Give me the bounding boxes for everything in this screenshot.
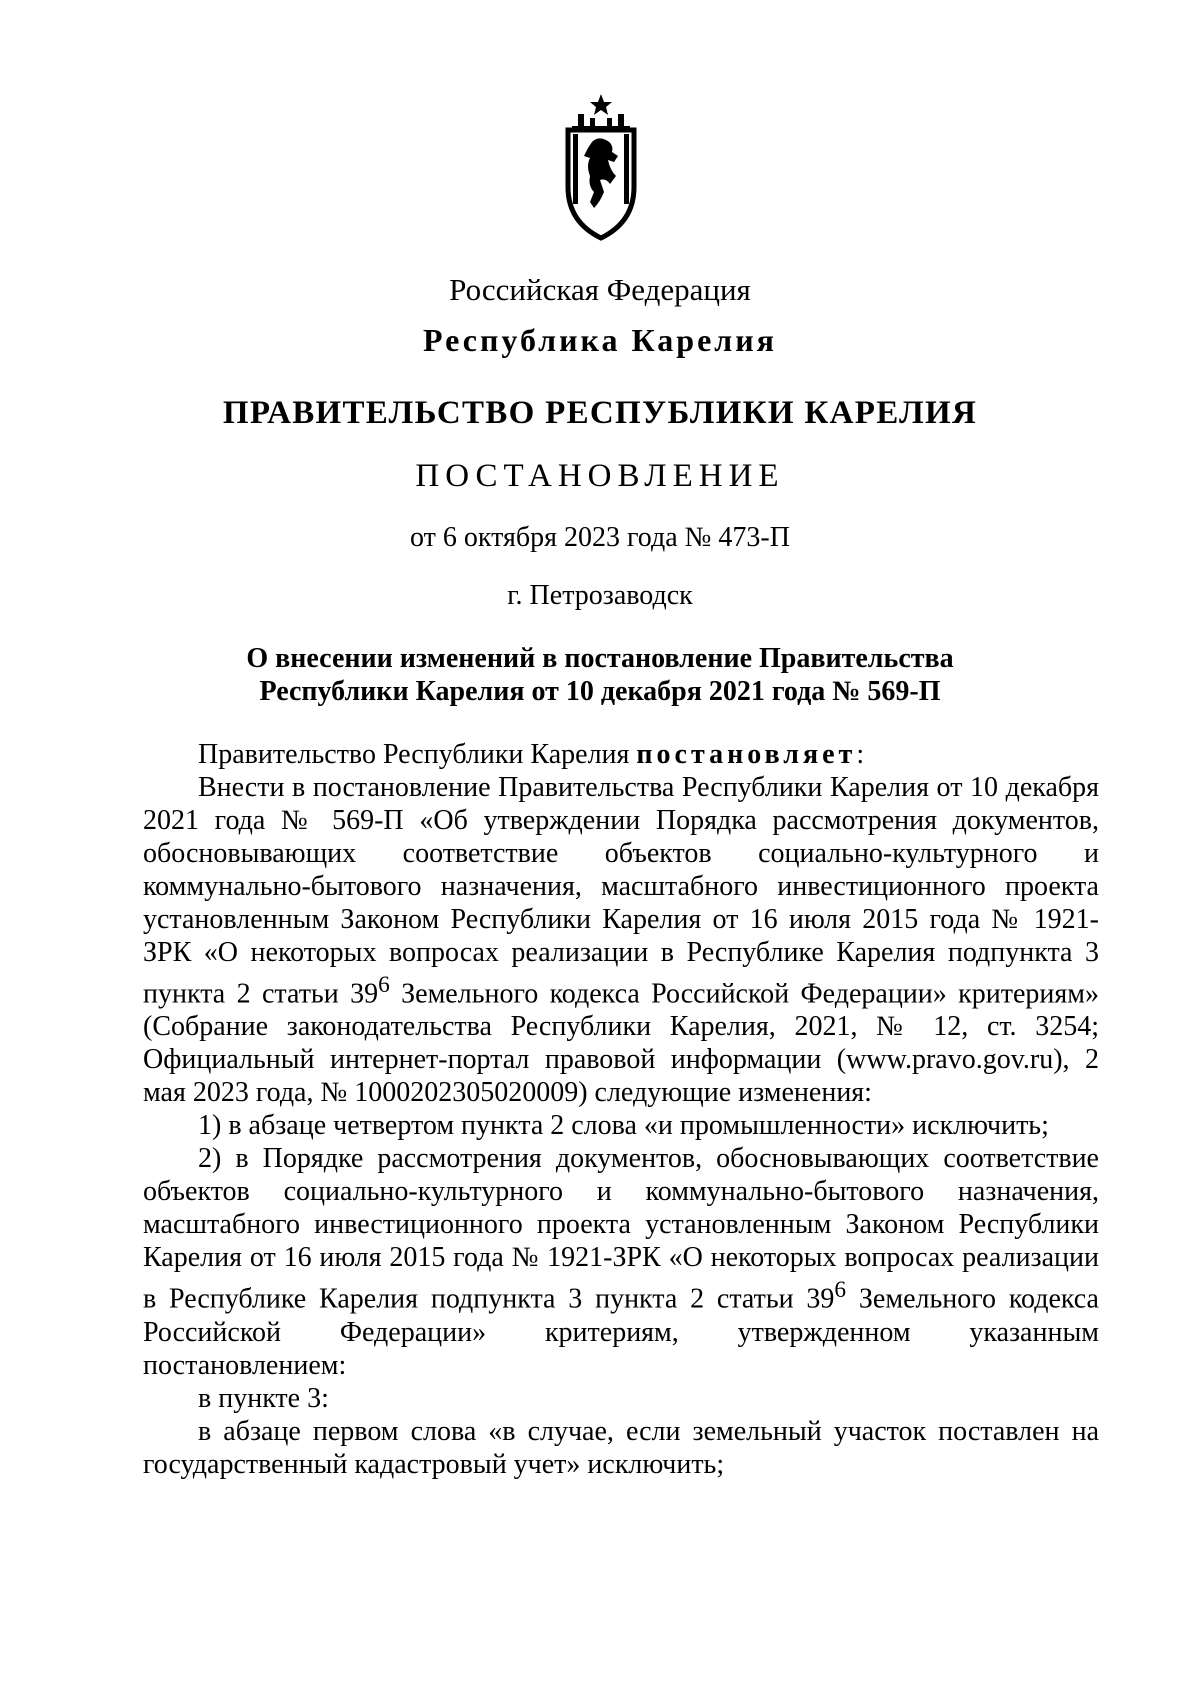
- superscript: 6: [378, 972, 390, 998]
- document-title-line2: Республики Карелия от 10 декабря 2021 года № 569-П: [259, 676, 941, 707]
- document-title-line1: О внесении изменений в постановление Правительства: [246, 643, 954, 674]
- karelia-coat-of-arms-emblem: [560, 92, 642, 242]
- sub-item-paragraph: в абзаце первом слова «в случае, если земельный участок поставлен на государственный кадастровый учет» исключить;: [143, 1415, 1099, 1480]
- preamble-colon: :: [856, 739, 865, 770]
- list-item-2-text-part1: 2) в Порядке рассмотрения документов, обосновывающих соответствие объектов социально-культурного и коммунально-бытового назначения, масштабного инвестиционного проекта установленным Законом Республики Карелия от 16 июля 2015 года № 1921-ЗРК «О некоторых вопросах реализации в Республике Карелия подпункта 3 пункта 2 статьи 39: [143, 1143, 1099, 1315]
- list-item-2: [143, 1142, 1099, 1381]
- preamble: [143, 738, 1099, 771]
- document-body: [143, 738, 1099, 1481]
- paragraph-main: [143, 771, 1099, 1109]
- document-type: ПОСТАНОВЛЕНИЕ: [415, 458, 785, 494]
- paragraph-main-text-part1: Внести в постановление Правительства Республики Карелия от 10 декабря 2021 года № 569-П «Об утверждении Порядка рассмотрения документов, обосновывающих соответствие объектов социально-культурного и коммунально-бытового назначения, масштабного инвестиционного проекта установленным Законом Республики Карелия от 16 июля 2015 года № 1921-ЗРК «О некоторых вопросах реализации в Республике Карелия подпункта 3 пункта 2 статьи 39: [143, 772, 1099, 1010]
- government-name: ПРАВИТЕЛЬСТВО РЕСПУБЛИКИ КАРЕЛИЯ: [222, 395, 978, 431]
- sub-item-heading: в пункте 3:: [198, 1382, 329, 1414]
- preamble-text: Правительство Республики Карелия: [198, 739, 637, 770]
- country-name: Российская Федерация: [449, 272, 751, 307]
- date-and-number: от 6 октября 2023 года № 473-П: [410, 522, 790, 553]
- superscript: 6: [834, 1277, 847, 1304]
- paragraph-main-text-part2: Земельного кодекса Российской Федерации» критериям» (Собрание законодательства Республики Карелия, 2021, № 12, ст. 3254; Официальный интернет-портал правовой информации (www.pravo.gov.ru), 2 мая 2023 года, № 1000202305020009) следующие изменения:: [143, 978, 1099, 1109]
- republic-name: Республика Карелия: [423, 322, 777, 358]
- preamble-verb: постановляет: [636, 739, 857, 770]
- list-item-1: 1) в абзаце четвертом пункта 2 слова «и промышленности» исключить;: [198, 1110, 1049, 1142]
- list-item-2-text-part2: Земельного кодекса Российской Федерации» критериям, утвержденном указанным постановлением:: [143, 1283, 1099, 1381]
- city: г. Петрозаводск: [507, 580, 693, 611]
